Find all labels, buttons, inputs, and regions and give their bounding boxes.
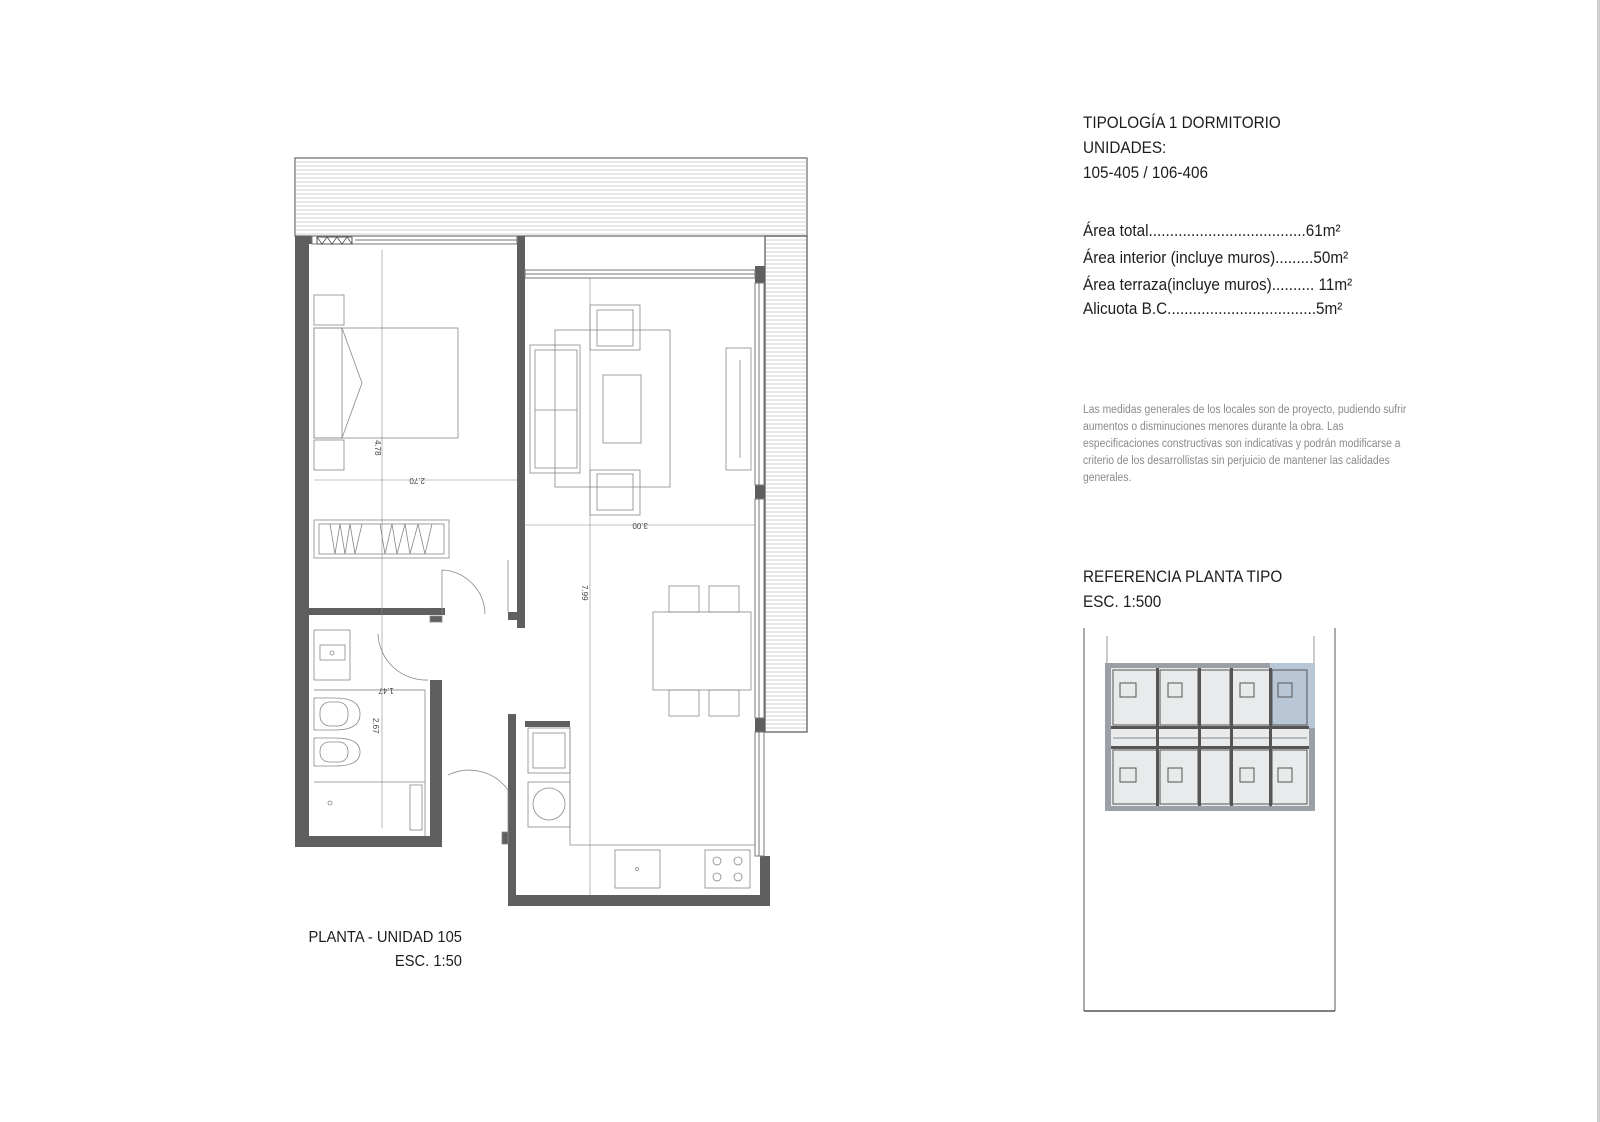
dimension-lines bbox=[314, 250, 755, 895]
area-interior: Área interior (incluye muros).........50m² bbox=[1083, 248, 1349, 267]
armchair-top bbox=[590, 305, 640, 350]
dim-bath-depth: 2.67 bbox=[371, 718, 380, 734]
bath-door bbox=[378, 634, 428, 680]
dining-table bbox=[653, 612, 751, 690]
disclaimer-text: Las medidas generales de los locales son de proyecto, pudiendo sufrir aumentos o disminuciones menores durante la obra. Las especificaciones constructivas son indicativas y podrán modificarse a criterio de los desarrollistas sin perjuicio de mantener las calidades generales. bbox=[1083, 404, 1407, 484]
area-alicuota: Alicuota B.C...................................5m² bbox=[1083, 299, 1343, 318]
kitchen-sink bbox=[615, 850, 660, 888]
bedroom-door bbox=[442, 570, 485, 614]
reference-header bbox=[1083, 564, 1304, 614]
typology-header bbox=[1083, 110, 1303, 185]
furniture bbox=[314, 295, 755, 888]
nightstand-bottom bbox=[314, 440, 344, 470]
plan-caption bbox=[262, 926, 462, 974]
dim-bath-width: 1.47 bbox=[378, 686, 394, 695]
area-terrace: Área terraza(incluye muros).......... 11m² bbox=[1083, 275, 1353, 294]
plan-scale: ESC. 1:50 bbox=[394, 953, 462, 970]
reference-site-plan bbox=[1080, 628, 1340, 1013]
walls bbox=[295, 236, 770, 906]
dim-living-width: 3.00 bbox=[632, 521, 648, 530]
units-value: 105-405 / 106-406 bbox=[1083, 163, 1209, 182]
units-label: UNIDADES: bbox=[1083, 138, 1167, 157]
tv-unit bbox=[726, 348, 751, 470]
bed bbox=[314, 328, 458, 438]
site-building-block bbox=[1105, 663, 1315, 811]
dim-bedroom-depth: 4.78 bbox=[373, 440, 382, 456]
floor-plan bbox=[290, 150, 810, 910]
area-total: Área total.....................................61m² bbox=[1083, 221, 1341, 240]
nightstand-top bbox=[314, 295, 344, 325]
living-rug bbox=[555, 330, 670, 487]
coffee-table bbox=[603, 375, 641, 443]
windows bbox=[312, 236, 764, 856]
toilet bbox=[314, 698, 360, 730]
cooktop bbox=[705, 850, 750, 888]
armchair-bottom bbox=[590, 470, 640, 515]
reference-title: REFERENCIA PLANTA TIPO bbox=[1083, 567, 1283, 586]
dim-bedroom-width: 2.70 bbox=[409, 476, 425, 485]
area-list bbox=[1083, 217, 1382, 320]
plan-title: PLANTA - UNIDAD 105 bbox=[308, 929, 462, 946]
dim-unit-depth: 7.99 bbox=[580, 585, 589, 601]
fridge bbox=[528, 728, 570, 773]
entry-door bbox=[448, 770, 508, 834]
typology-title: TIPOLOGÍA 1 DORMITORIO bbox=[1083, 113, 1281, 132]
reference-scale: ESC. 1:500 bbox=[1083, 592, 1162, 611]
